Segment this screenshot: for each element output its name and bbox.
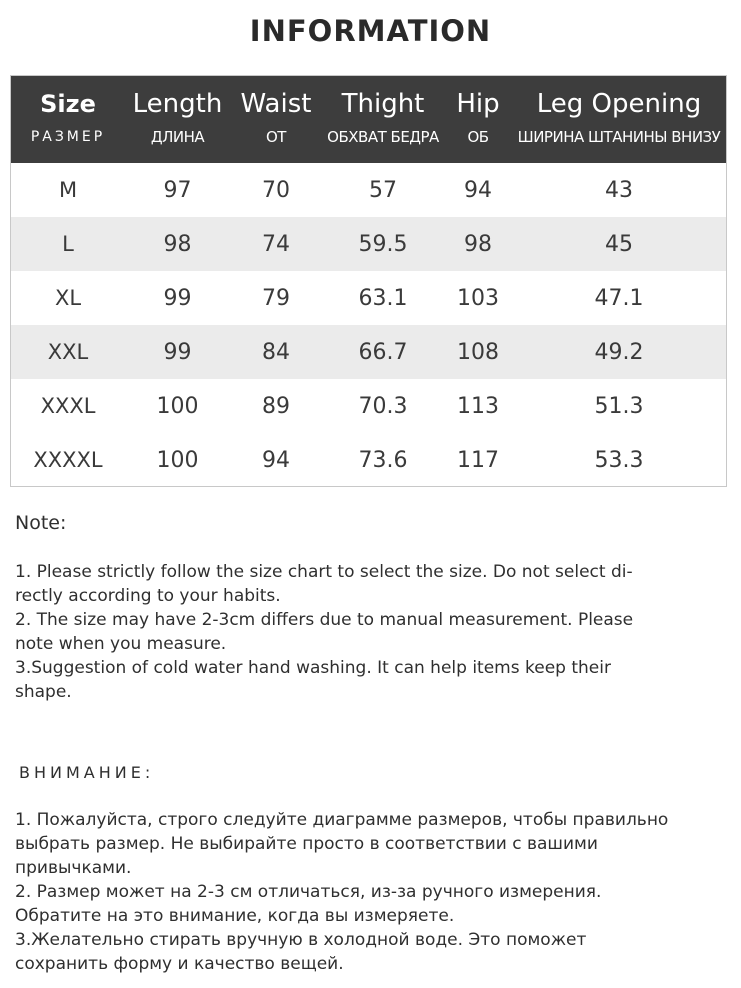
cell-leg-opening: 43 bbox=[605, 177, 633, 203]
cell-waist: 84 bbox=[262, 339, 290, 365]
header-thight-ru: ОБХВАТ БЕДРА bbox=[327, 128, 439, 146]
header-hip bbox=[444, 76, 512, 163]
cell-length: 99 bbox=[163, 285, 192, 311]
table-body bbox=[11, 163, 726, 487]
header-hip-en: Hip bbox=[456, 89, 500, 119]
header-thight bbox=[322, 76, 444, 163]
header-waist bbox=[230, 76, 322, 163]
header-length-ru: ДЛИНА bbox=[150, 128, 205, 146]
cell-hip: 117 bbox=[457, 447, 499, 473]
cell-waist: 89 bbox=[262, 393, 290, 419]
header-hip-ru: ОБ bbox=[467, 128, 489, 146]
cell-thight: 66.7 bbox=[358, 339, 408, 365]
header-waist-en: Waist bbox=[240, 89, 312, 119]
cell-length: 98 bbox=[163, 231, 192, 257]
note-text: 1. Please strictly follow the size chart to select the size. Do not select di- rectly according to your habits. 2. The size may have 2-3cm differs due to manual measurement. Please note when you measure. 3.Suggestion of cold water hand washing. It can help items keep their shape. bbox=[15, 562, 634, 702]
header-size-ru: РАЗМЕР bbox=[30, 129, 106, 145]
cell-size: M bbox=[58, 178, 78, 202]
cell-hip: 98 bbox=[464, 231, 492, 257]
cell-leg-opening: 53.3 bbox=[594, 447, 644, 473]
note-title: Note: bbox=[15, 512, 67, 534]
header-size bbox=[11, 76, 125, 163]
note-russian bbox=[15, 763, 720, 976]
cell-size: XL bbox=[54, 286, 82, 310]
table-row bbox=[11, 163, 726, 217]
note-english bbox=[15, 512, 720, 704]
cell-hip: 113 bbox=[457, 393, 499, 419]
cell-thight: 63.1 bbox=[358, 285, 408, 311]
header-length-en: Length bbox=[132, 89, 223, 119]
cell-waist: 79 bbox=[262, 285, 290, 311]
cell-leg-opening: 51.3 bbox=[594, 393, 644, 419]
header-leg-opening-ru: ШИРИНА ШТАНИНЫ ВНИЗУ bbox=[517, 128, 721, 146]
cell-thight: 73.6 bbox=[358, 447, 408, 473]
cell-waist: 70 bbox=[262, 177, 290, 203]
cell-thight: 59.5 bbox=[358, 231, 408, 257]
table-row bbox=[11, 379, 726, 433]
cell-hip: 108 bbox=[457, 339, 499, 365]
header-waist-ru: ОТ bbox=[266, 128, 286, 146]
cell-thight: 57 bbox=[369, 177, 397, 203]
cell-leg-opening: 45 bbox=[605, 231, 633, 257]
table-row bbox=[11, 325, 726, 379]
header-size-en: Size bbox=[40, 90, 96, 118]
page-title: INFORMATION bbox=[249, 14, 492, 48]
cell-waist: 74 bbox=[262, 231, 290, 257]
size-chart-table bbox=[10, 75, 727, 487]
cell-length: 100 bbox=[156, 393, 199, 419]
cell-hip: 94 bbox=[464, 177, 492, 203]
cell-length: 97 bbox=[163, 177, 192, 203]
cell-waist: 94 bbox=[262, 447, 290, 473]
header-thight-en: Thight bbox=[341, 89, 425, 119]
note-ru-title: ВНИМАНИЕ: bbox=[19, 763, 155, 782]
cell-length: 100 bbox=[156, 447, 199, 473]
cell-size: XXXXL bbox=[33, 448, 103, 472]
cell-leg-opening: 47.1 bbox=[594, 285, 644, 311]
cell-size: L bbox=[62, 232, 74, 256]
table-header bbox=[11, 76, 726, 163]
table-row bbox=[11, 271, 726, 325]
table-row bbox=[11, 217, 726, 271]
cell-length: 99 bbox=[163, 339, 192, 365]
header-leg-opening-en: Leg Opening bbox=[536, 89, 702, 119]
header-length bbox=[125, 76, 230, 163]
header-leg-opening bbox=[512, 76, 726, 163]
cell-hip: 103 bbox=[457, 285, 499, 311]
cell-size: XXXL bbox=[40, 394, 96, 418]
cell-leg-opening: 49.2 bbox=[594, 339, 644, 365]
note-ru-text: 1. Пожалуйста, строго следуйте диаграмме размеров, чтобы правильно выбрать размер. Не выбирайте просто в соответствии с вашими привычками. 2. Размер может на 2-3 см отличаться, из-за ручного измерения. Обратите на это внимание, когда вы измеряете. 3.Желательно стирать вручную в холодной воде. Это поможет сохранить форму и качество вещей. bbox=[15, 810, 669, 974]
cell-thight: 70.3 bbox=[358, 393, 408, 419]
table-row bbox=[11, 433, 726, 487]
cell-size: XXL bbox=[47, 340, 89, 364]
